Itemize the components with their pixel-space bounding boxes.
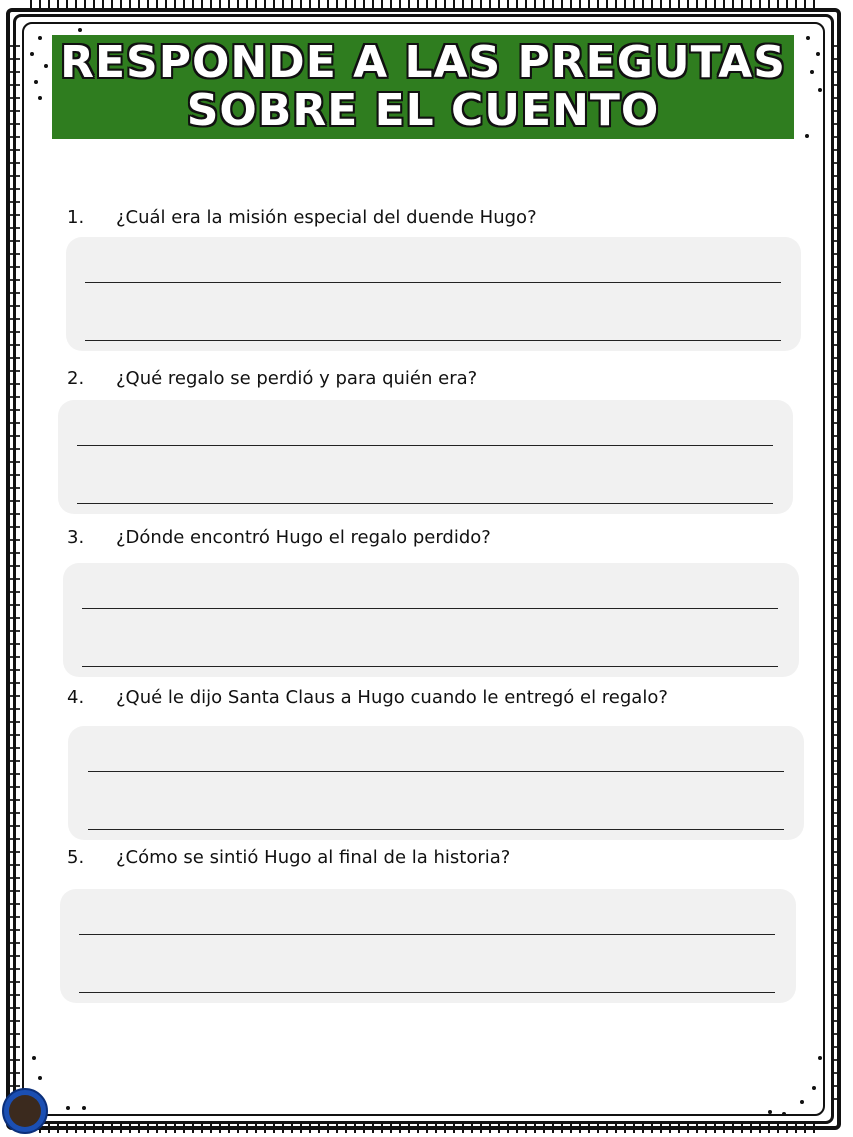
decor-dot [810, 70, 814, 74]
answer-line [77, 445, 773, 446]
decor-dot [812, 1086, 816, 1090]
question-number: 5. [67, 847, 85, 868]
decor-dot [66, 1106, 70, 1110]
title-banner [52, 35, 794, 139]
decor-dot [38, 1076, 42, 1080]
decor-dot [818, 88, 822, 92]
title-line-2: SOBRE EL CUENTO [186, 85, 660, 136]
decor-dot [818, 1056, 822, 1060]
question-number: 2. [67, 368, 85, 389]
answer-box-4[interactable] [68, 726, 804, 840]
answer-line [85, 340, 781, 341]
answer-line [88, 771, 784, 772]
answer-line [79, 934, 775, 935]
decor-dot [30, 52, 34, 56]
question-text: ¿Qué le dijo Santa Claus a Hugo cuando le entregó el regalo? [116, 687, 668, 708]
decor-dot [806, 36, 810, 40]
decor-dot [805, 134, 809, 138]
decor-dot [78, 28, 82, 32]
answer-line [82, 608, 778, 609]
decor-dot [44, 64, 48, 68]
answer-box-3[interactable] [63, 563, 799, 677]
decor-dot [38, 96, 42, 100]
decor-dot [782, 1112, 786, 1116]
question-text: ¿Qué regalo se perdió y para quién era? [116, 368, 478, 389]
question-text: ¿Cómo se sintió Hugo al final de la historia? [116, 847, 511, 868]
decor-dot [38, 36, 42, 40]
decor-dot [82, 1106, 86, 1110]
question-number: 3. [67, 527, 85, 548]
decor-dot [800, 1100, 804, 1104]
logo-emblem [9, 1095, 41, 1127]
answer-line [79, 992, 775, 993]
decor-dot [816, 52, 820, 56]
answer-line [88, 829, 784, 830]
answer-box-1[interactable] [66, 237, 801, 351]
decor-dot [32, 1056, 36, 1060]
decor-dot [768, 1110, 772, 1114]
question-text: ¿Cuál era la misión especial del duende Hugo? [116, 207, 537, 228]
answer-line [82, 666, 778, 667]
answer-line [85, 282, 781, 283]
answer-box-5[interactable] [60, 889, 796, 1003]
answer-box-2[interactable] [58, 400, 793, 514]
answer-line [77, 503, 773, 504]
question-text: ¿Dónde encontró Hugo el regalo perdido? [116, 527, 491, 548]
question-number: 1. [67, 207, 85, 228]
decor-dot [34, 80, 38, 84]
title-line-1: RESPONDE A LAS PREGUTAS [60, 37, 786, 88]
author-logo-icon [2, 1088, 48, 1134]
question-number: 4. [67, 687, 85, 708]
